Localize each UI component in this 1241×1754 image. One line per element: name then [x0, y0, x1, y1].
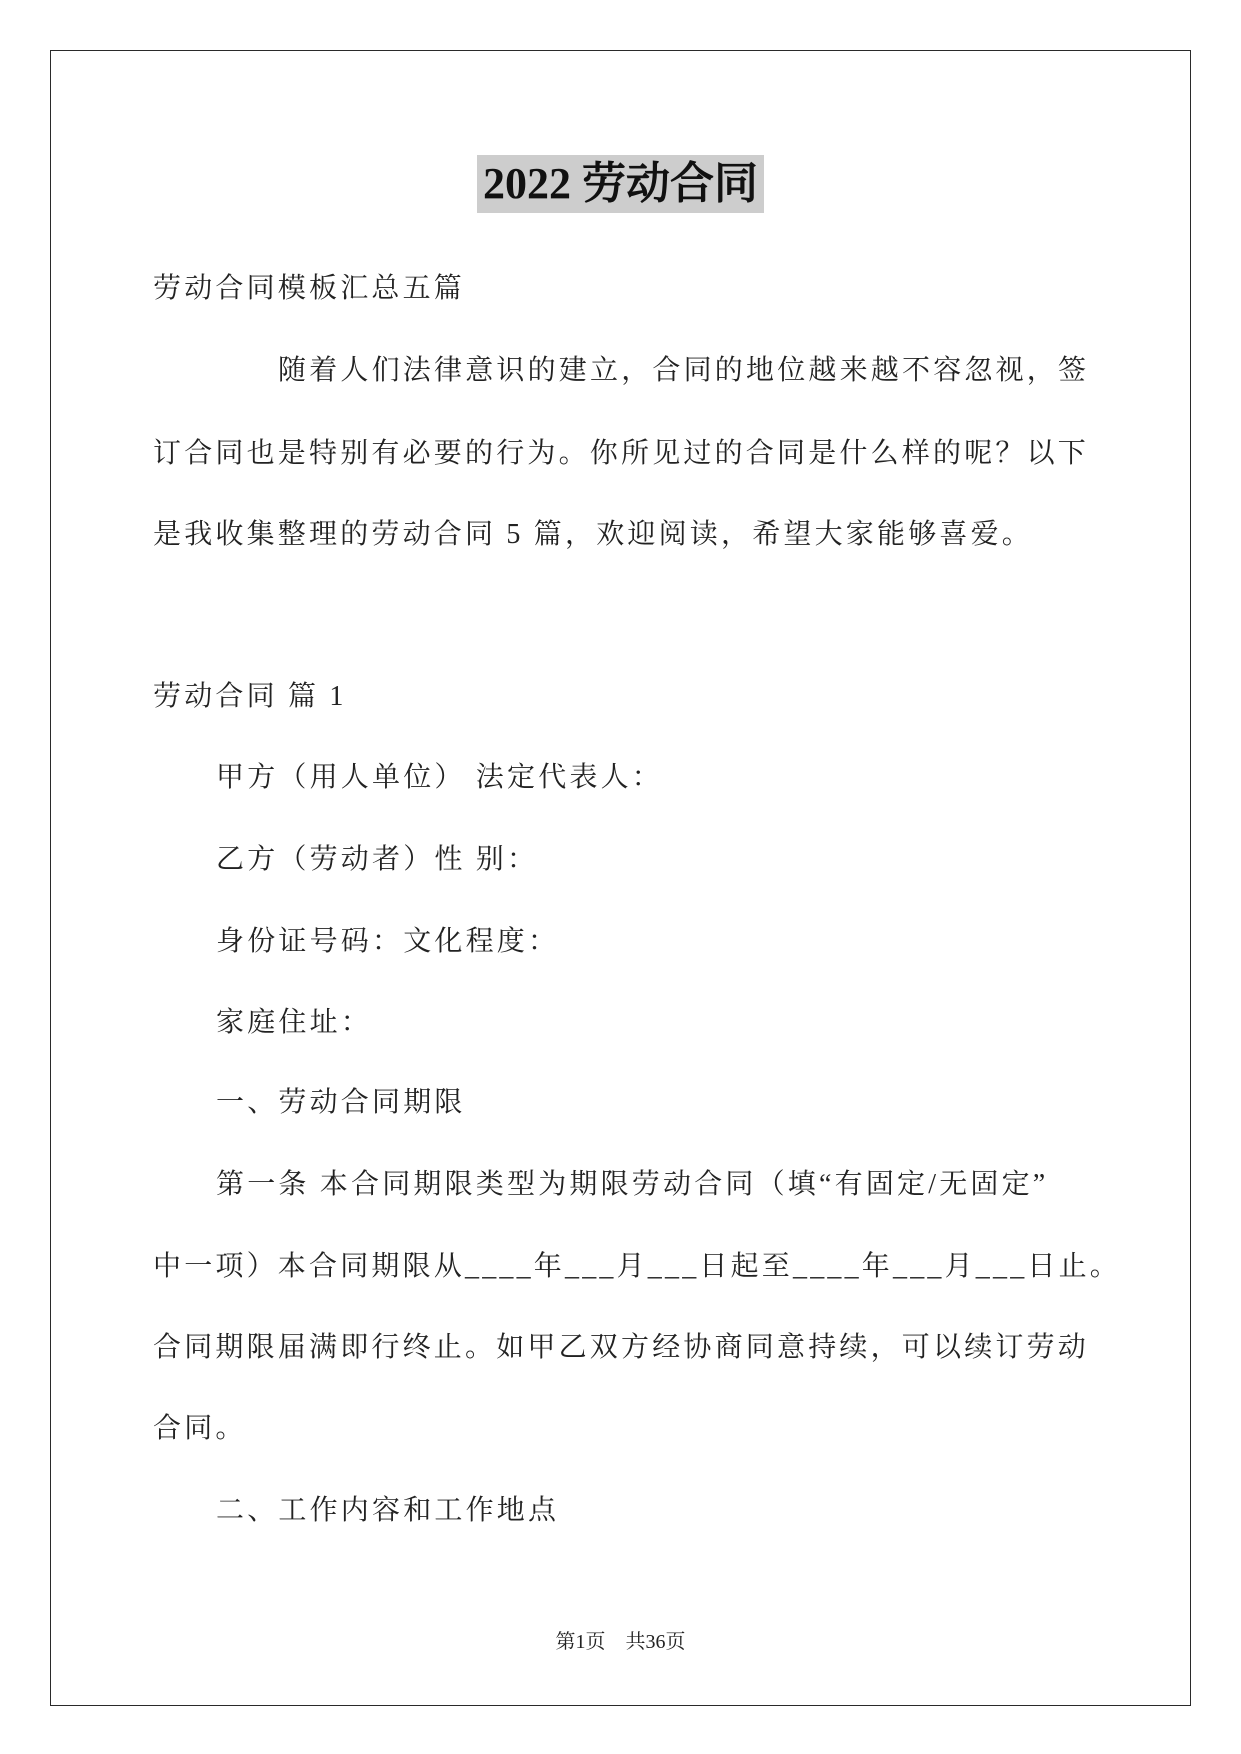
- section-title: 劳动合同 篇 1: [153, 681, 347, 712]
- party-a-line: 甲方（用人单位） 法定代表人：: [216, 762, 664, 793]
- clause-heading: 二、工作内容和工作地点: [216, 1495, 560, 1526]
- address-line: 家庭住址：: [216, 1007, 373, 1038]
- article-line: 合同期限届满即行终止。如甲乙双方经协商同意持续，可以续订劳动: [153, 1332, 1090, 1363]
- id-number-line: 身份证号码：文化程度：: [216, 926, 560, 957]
- clause-heading: 一、劳动合同期限: [216, 1087, 466, 1118]
- intro-line: 订合同也是特别有必要的行为。你所见过的合同是什么样的呢？以下: [153, 438, 1090, 469]
- title-row: [0, 155, 1241, 213]
- article-line: 合同。: [153, 1413, 247, 1444]
- page-number-footer: 第1页 共36页: [555, 1631, 686, 1653]
- document-heading: 劳动合同模板汇总五篇: [153, 273, 466, 304]
- intro-line: 是我收集整理的劳动合同 5 篇，欢迎阅读，希望大家能够喜爱。: [153, 519, 1034, 550]
- article-line: 第一条 本合同期限类型为期限劳动合同（填“有固定/无固定”: [216, 1169, 1049, 1200]
- party-b-line: 乙方（劳动者）性 别：: [216, 844, 539, 875]
- document-title: 2022 劳动合同: [477, 155, 764, 213]
- intro-line: 随着人们法律意识的建立，合同的地位越来越不容忽视，签: [278, 355, 1090, 386]
- article-line: 中一项）本合同期限从____年___月___日起至____年___月___日止。: [153, 1251, 1122, 1282]
